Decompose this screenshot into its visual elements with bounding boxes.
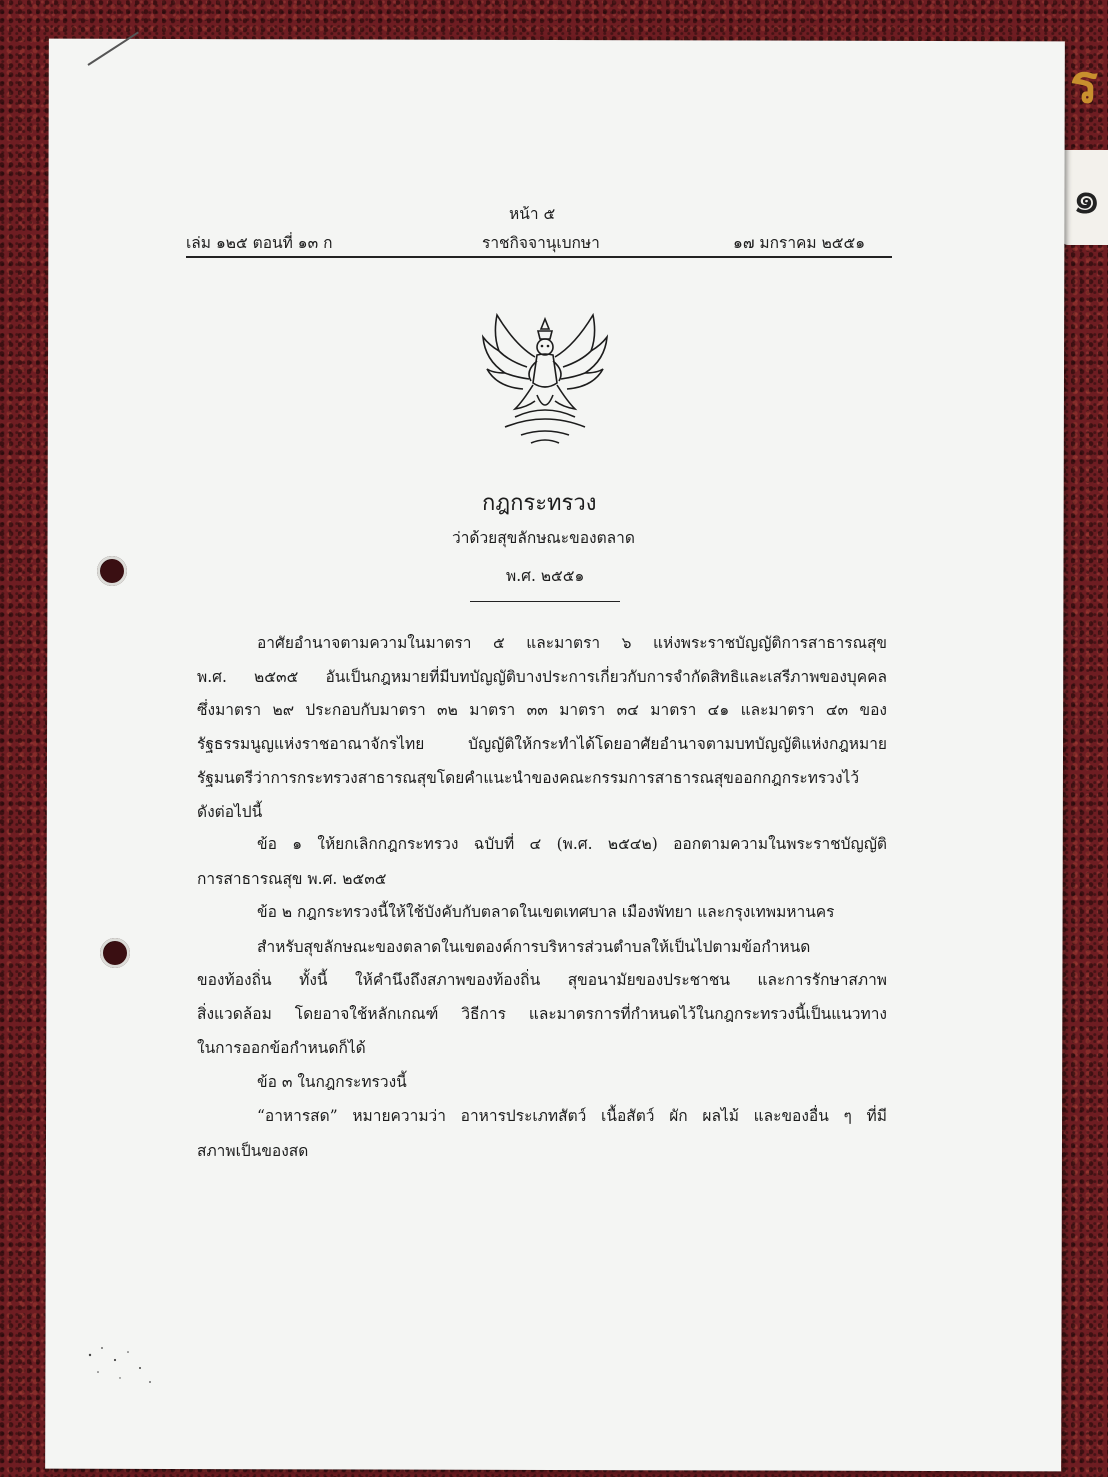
body-line: การสาธารณสุข พ.ศ. ๒๕๓๕	[197, 870, 387, 888]
garuda-emblem-icon	[475, 305, 615, 450]
body-line: ดังต่อไปนี้	[197, 803, 263, 821]
title-rule	[470, 601, 620, 602]
document-year: พ.ศ. ๒๕๕๑	[506, 567, 585, 585]
body-line: สภาพเป็นของสด	[197, 1142, 309, 1160]
page-number: หน้า ๕	[509, 205, 556, 223]
punch-hole-top	[97, 556, 127, 586]
body-line: ซึ่งมาตรา ๒๙ ประกอบกับมาตรา ๓๒ มาตรา ๓๓ มาตรา ๓๔ มาตรา ๔๑ และมาตรา ๔๓ ของ	[197, 701, 887, 719]
body-line: รัฐธรรมนูญแห่งราชอาณาจักรไทย บัญญัติให้กระทำได้โดยอาศัยอำนาจตามบทบัญญัติแห่งกฎหมาย	[197, 735, 887, 753]
gazette-name: ราชกิจจานุเบกษา	[482, 234, 600, 252]
book-spine-glyph: ร	[1070, 55, 1098, 115]
document-title: กฎกระทรวง	[482, 491, 597, 516]
book-tab-glyph: ๑	[1062, 150, 1108, 245]
body-line: สำหรับสุขลักษณะของตลาดในเขตองค์การบริหารส่วนตำบลให้เป็นไปตามข้อกำหนด	[257, 938, 811, 956]
clause-2: ข้อ ๒ กฎกระทรวงนี้ให้ใช้บังคับกับตลาดในเขตเทศบาล เมืองพัทยา และกรุงเทพมหานคร	[257, 903, 835, 921]
paper-specks	[80, 1340, 200, 1400]
background-book	[1062, 0, 1108, 1477]
body-line: สิ่งแวดล้อม โดยอาจใช้หลักเกณฑ์ วิธีการ และมาตรการที่กำหนดไว้ในกฎกระทรวงนี้เป็นแนวทาง	[197, 1005, 887, 1023]
header-rule	[186, 256, 892, 258]
definition-fresh-food: “อาหารสด” หมายความว่า อาหารประเภทสัตว์ เนื้อสัตว์ ผัก ผลไม้ และของอื่น ๆ ที่มี	[257, 1107, 887, 1125]
publication-date: ๑๗ มกราคม ๒๕๕๑	[733, 234, 866, 252]
punch-hole-bottom	[100, 938, 130, 968]
volume-issue: เล่ม ๑๒๕ ตอนที่ ๑๓ ก	[186, 234, 333, 252]
body-line: ของท้องถิ่น ทั้งนี้ ให้คำนึงถึงสภาพของท้องถิ่น สุขอนามัยของประชาชน และการรักษาสภาพ	[197, 971, 887, 989]
clause-1: ข้อ ๑ ให้ยกเลิกกฎกระทรวง ฉบับที่ ๔ (พ.ศ. ๒๕๔๒) ออกตามความในพระราชบัญญัติ	[257, 835, 887, 853]
body-line: อาศัยอำนาจตามความในมาตรา ๕ และมาตรา ๖ แห่งพระราชบัญญัติการสาธารณสุข	[257, 634, 887, 652]
clause-3: ข้อ ๓ ในกฎกระทรวงนี้	[257, 1073, 407, 1091]
body-line: รัฐมนตรีว่าการกระทรวงสาธารณสุขโดยคำแนะนำของคณะกรรมการสาธารณสุขออกกฎกระทรวงไว้	[197, 769, 860, 787]
body-line: ในการออกข้อกำหนดก็ได้	[197, 1039, 366, 1057]
body-line: พ.ศ. ๒๕๓๕ อันเป็นกฎหมายที่มีบทบัญญัติบางประการเกี่ยวกับการจำกัดสิทธิและเสรีภาพของบุคคล	[197, 668, 887, 686]
document-subject: ว่าด้วยสุขลักษณะของตลาด	[452, 529, 635, 547]
